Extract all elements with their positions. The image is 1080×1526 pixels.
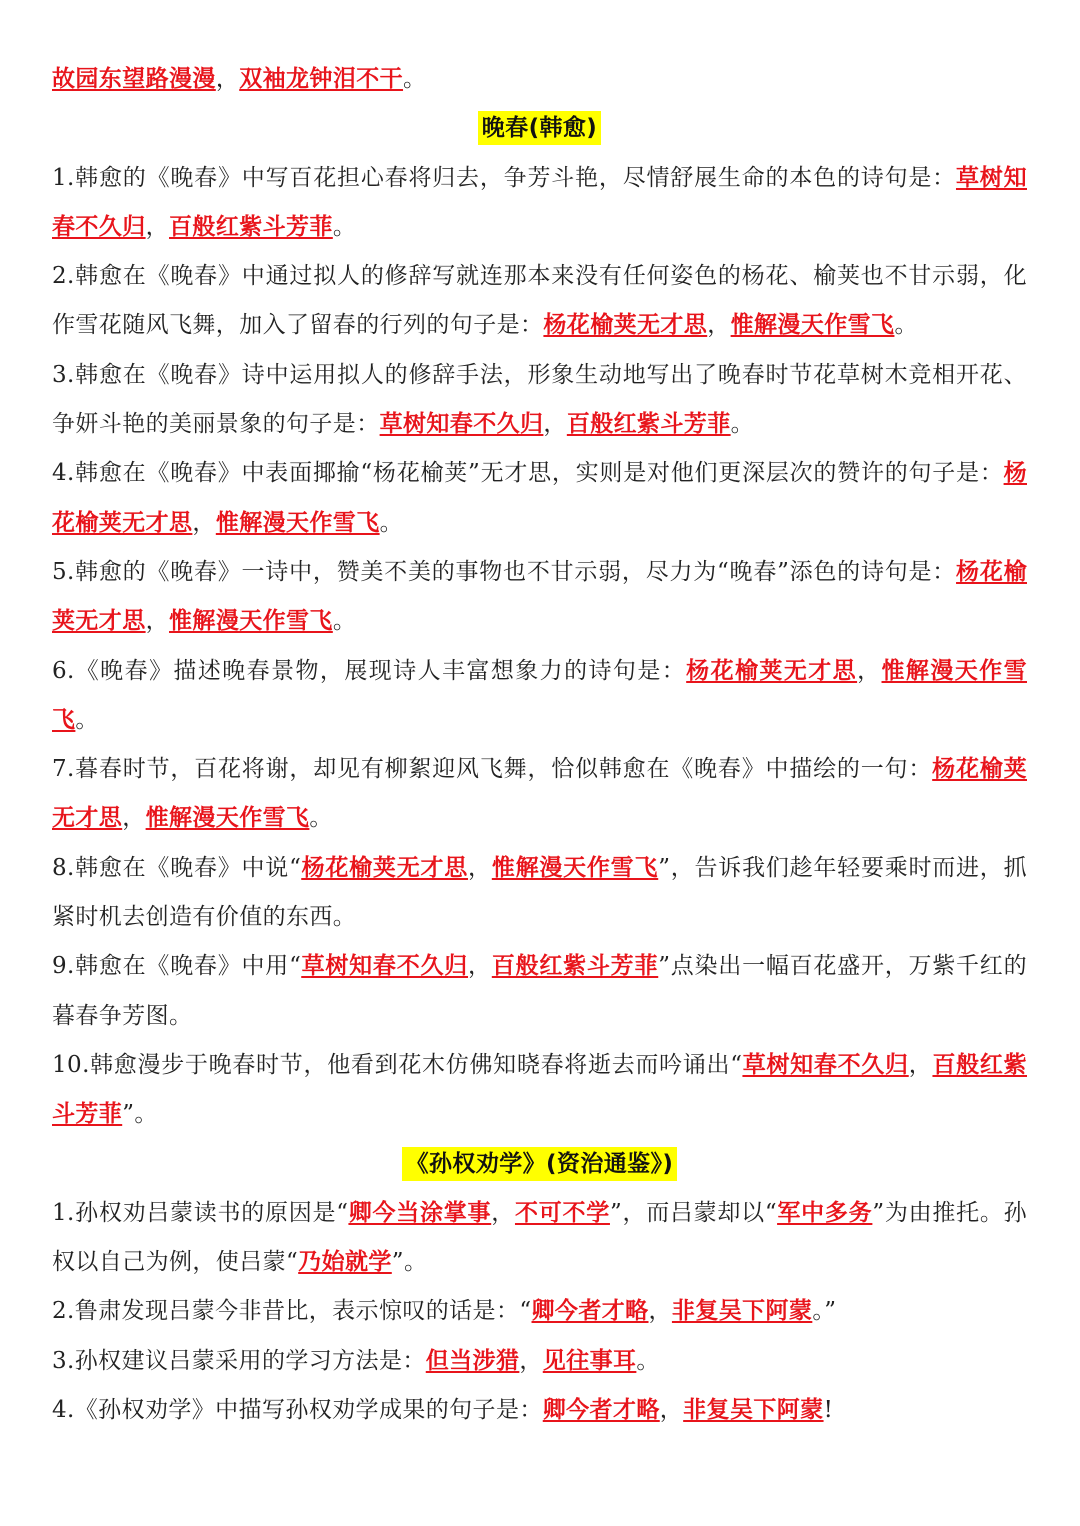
separator: ， [857, 657, 882, 684]
question-text: 10.韩愈漫步于晚春时节，他看到花木仿佛知晓春将逝去而吟诵出“ [52, 1051, 743, 1078]
question-6 [52, 647, 1027, 746]
answer-text: 惟解漫天作雪飞 [491, 854, 659, 881]
question-text: ”，而吕蒙却以“ [609, 1199, 778, 1226]
question-text: 1.孙权劝吕蒙读书的原因是“ [52, 1199, 349, 1226]
answer-text: 卿今者才略 [542, 1397, 660, 1424]
answer-text: 草树知春不久归 [52, 164, 1027, 240]
answer-text: 百般红紫斗芳菲 [52, 1051, 1027, 1128]
answer-text: 杨花榆荚无才思 [52, 558, 1027, 635]
separator: ， [908, 1051, 933, 1078]
punctuation: 。 [636, 1347, 660, 1374]
separator: ， [659, 1397, 684, 1424]
punctuation: ”。 [122, 1101, 158, 1128]
answer-text: 惟解漫天作雪飞 [169, 608, 333, 635]
answer-text: 惟解漫天作雪飞 [52, 657, 1027, 733]
separator: ， [491, 1199, 515, 1226]
punctuation: 。 [332, 213, 357, 240]
question-text: ”，告诉我们趁年轻要乘时而进，抓紧时机去创造有价值的东西。 [52, 854, 1027, 931]
answer-text: 双袖龙钟泪不干 [239, 66, 404, 92]
section-title: 《孙权劝学》(资治通鉴》) [402, 1147, 678, 1181]
question-text: 4.韩愈在《晚春》中表面揶揄“杨花榆荚”无才思，实则是对他们更深层次的赞许的句子是： [52, 460, 1004, 487]
question-7 [52, 745, 1027, 844]
question-text: 8.韩愈在《晚春》中说“ [52, 854, 302, 881]
separator: ， [543, 411, 567, 438]
answer-text: 杨花榆荚无才思 [52, 756, 1027, 832]
punctuation: 。 [894, 312, 918, 339]
question-2 [52, 252, 1027, 351]
question-3 [52, 351, 1027, 450]
separator: ， [145, 213, 170, 240]
answer-text: 军中多务 [777, 1199, 873, 1226]
sq-question-1 [52, 1189, 1027, 1288]
answer-text: 惟解漫天作雪飞 [215, 509, 380, 536]
answer-text: 草树知春不久归 [742, 1051, 909, 1078]
separator: ， [192, 509, 216, 536]
separator: ， [122, 805, 146, 832]
question-8 [52, 844, 1027, 943]
sq-question-4 [52, 1386, 1027, 1435]
question-5 [52, 548, 1027, 647]
punctuation: 。 [75, 706, 99, 733]
answer-text: 杨花榆荚无才思 [301, 854, 469, 881]
punctuation: 。” [812, 1298, 837, 1325]
answer-text: 卿今当涂掌事 [348, 1199, 492, 1226]
answer-text: 非复吴下阿蒙 [683, 1397, 824, 1424]
question-text: 7.暮春时节，百花将谢，却见有柳絮迎风飞舞，恰似韩愈在《晚春》中描绘的一句： [52, 756, 933, 783]
separator: ， [468, 854, 492, 881]
separator: ， [468, 953, 492, 980]
punctuation: 。 [309, 805, 333, 832]
question-text: 3.韩愈在《晚春》诗中运用拟人的修辞手法，形象生动地写出了晚春时节花草树木竞相开花、争妍斗艳的美丽景象的句子是： [52, 361, 1027, 438]
answer-text: 百般红紫斗芳菲 [566, 411, 731, 438]
question-text: 9.韩愈在《晚春》中用“ [52, 953, 302, 980]
punctuation: 。 [730, 411, 755, 438]
question-1 [52, 154, 1027, 253]
answer-text: 故园东望路漫漫 [52, 66, 216, 92]
answer-text: 草树知春不久归 [301, 953, 469, 980]
answer-text: 百般红紫斗芳菲 [491, 953, 659, 980]
question-text: 6.《晚春》描述晚春景物，展现诗人丰富想象力的诗句是： [52, 657, 687, 684]
answer-text: 不可不学 [514, 1199, 610, 1226]
question-text: 1.韩愈的《晚春》中写百花担心春将归去，争芳斗艳，尽情舒展生命的本色的诗句是： [52, 164, 956, 191]
question-text: 4.《孙权劝学》中描写孙权劝学成果的句子是： [52, 1397, 543, 1424]
question-text: ”为由推托。孙权以自己为例，使吕蒙“ [52, 1199, 1028, 1276]
section-heading-sunquan [52, 1140, 1027, 1189]
question-9 [52, 942, 1027, 1041]
punctuation: ! [823, 1397, 834, 1424]
question-text: 2.鲁肃发现吕蒙今非昔比，表示惊叹的话是：“ [52, 1298, 532, 1325]
answer-text: 草树知春不久归 [379, 411, 544, 438]
question-10 [52, 1041, 1027, 1140]
answer-text: 惟解漫天作雪飞 [730, 312, 895, 339]
answer-text: 非复吴下阿蒙 [671, 1298, 813, 1325]
section-heading-wanchun [52, 104, 1027, 153]
answer-text: 卿今者才略 [531, 1298, 649, 1325]
punctuation: 。 [403, 66, 427, 92]
answer-text: 惟解漫天作雪飞 [145, 805, 310, 832]
question-text: ”点染出一幅百花盛开，万紫千红的暮春争芳图。 [52, 953, 1027, 1029]
question-text: 3.孙权建议吕蒙采用的学习方法是： [52, 1347, 426, 1374]
punctuation: 。 [332, 608, 357, 635]
answer-text: 百般红紫斗芳菲 [169, 213, 333, 240]
separator: ， [707, 312, 731, 339]
separator: ， [519, 1347, 543, 1374]
intro-line [52, 55, 1027, 104]
punctuation: ”。 [391, 1249, 428, 1276]
question-text: 2.韩愈在《晚春》中通过拟人的修辞写就连那本来没有任何姿色的杨花、榆荚也不甘示弱，化作雪花随风飞舞，加入了留春的行列的句子是： [52, 263, 1027, 339]
punctuation: 。 [379, 509, 404, 536]
answer-text: 杨花榆荚无才思 [543, 312, 708, 339]
answer-text: 杨花榆荚无才思 [686, 657, 858, 684]
separator: ， [648, 1298, 672, 1325]
answer-text: 见往事耳 [542, 1347, 637, 1374]
section-title: 晚春(韩愈) [478, 111, 601, 145]
sq-question-2 [52, 1287, 1027, 1336]
answer-text: 乃始就学 [298, 1249, 392, 1276]
answer-text: 但当涉猎 [425, 1347, 520, 1374]
question-text: 5.韩愈的《晚春》一诗中，赞美不美的事物也不甘示弱，尽力为“晚春”添色的诗句是： [52, 558, 957, 585]
document-page [52, 55, 1027, 1435]
question-4 [52, 449, 1027, 548]
answer-text: 杨花榆荚无才思 [52, 460, 1027, 536]
separator: ， [145, 608, 170, 635]
separator: ， [215, 66, 240, 92]
sq-question-3 [52, 1337, 1027, 1386]
